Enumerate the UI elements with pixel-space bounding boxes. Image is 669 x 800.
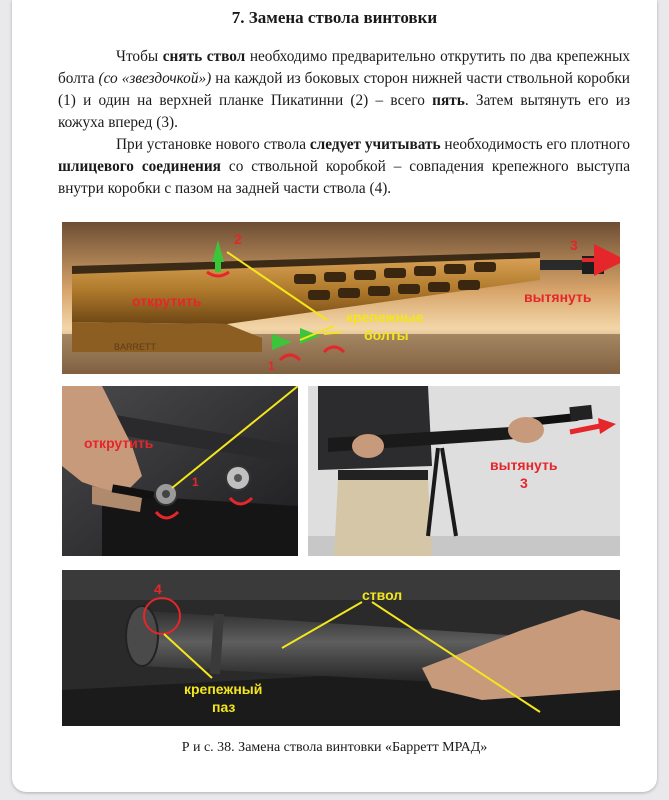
- p1-text-2: необходимо предварительно открутить по два крепежных болта: [58, 48, 630, 87]
- arrow-up-stem: [215, 258, 221, 272]
- figure-bolts-closeup: [62, 386, 298, 556]
- p2-bold-2: шлицевого соединения: [58, 158, 221, 175]
- label-unscrew-2: открутить: [84, 435, 154, 451]
- p2-text-3: со ствольной коробкой – совпадения крепежного выступа внутри коробки с пазом на задней части ствола (4).: [58, 158, 630, 197]
- figure-caption: Р и с. 38. Замена ствола винтовки «Барретт МРАД»: [181, 740, 488, 755]
- label-bolts-line2: болты: [364, 327, 409, 343]
- p1-bold-2: пять: [432, 92, 465, 109]
- body-text: [58, 46, 630, 200]
- paragraph-2: [58, 134, 630, 200]
- p1-bold-1: снять ствол: [162, 48, 246, 65]
- label-num-3: 3: [570, 237, 578, 253]
- p2-text-1: При установке нового ствола: [116, 136, 310, 153]
- brand-mark: BARRETT: [114, 342, 157, 352]
- label-num-3-2: 3: [520, 475, 528, 491]
- figure-barrel-slot: [62, 570, 620, 726]
- label-pull-out: вытянуть: [524, 289, 592, 305]
- p1-text-4: . Затем вытянуть его из кожуха вперед (3).: [58, 92, 630, 131]
- person-shirt: [318, 386, 432, 470]
- label-unscrew: открутить: [132, 293, 202, 309]
- label-barrel: ствол: [362, 587, 403, 603]
- label-pull-out-2: вытянуть: [490, 457, 558, 473]
- document-page: [12, 0, 657, 792]
- paragraph-1: [58, 46, 630, 134]
- label-bolts-line1: крепежные: [346, 309, 424, 325]
- p1-italic-1: (со «звездочкой»): [98, 70, 212, 87]
- bolts-closeup-illustration: [62, 386, 298, 556]
- section-title: 7. Замена ствола винтовки: [231, 8, 438, 27]
- label-num-4: 4: [154, 581, 162, 597]
- p2-bold-1: следует учитывать: [309, 136, 441, 153]
- p2-text-2: необходимость его плотного: [440, 136, 631, 153]
- label-num-2: 2: [234, 231, 242, 247]
- label-num-1: 1: [268, 359, 275, 373]
- p1-text-1: Чтобы: [116, 48, 163, 65]
- barrel-slot-illustration: [62, 570, 620, 726]
- pull-barrel-illustration: [308, 386, 620, 556]
- label-slot-line1: крепежный: [184, 681, 263, 697]
- figure-rifle-top: [62, 222, 620, 374]
- figure-pull-barrel: [308, 386, 620, 556]
- person-trousers: [334, 480, 432, 556]
- p1-text-3: на каждой из боковых сторон нижней части ствольной коробки (1) и один на верхней планке Пикатинни (2) – всего: [58, 70, 630, 109]
- label-slot-line2: паз: [212, 699, 236, 715]
- label-num-1-2: 1: [192, 475, 199, 489]
- rifle-top-illustration: [62, 222, 620, 374]
